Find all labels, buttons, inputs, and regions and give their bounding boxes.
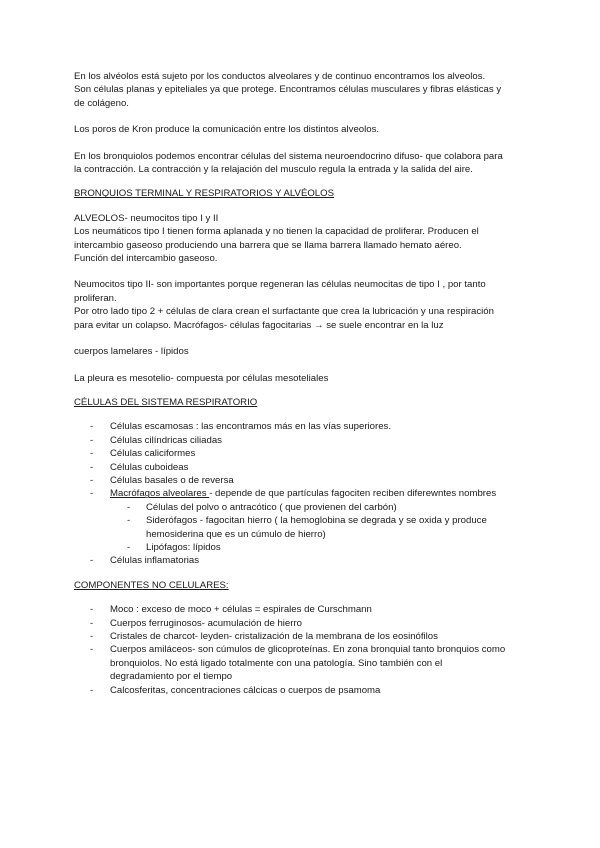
text-line: proliferan.: [74, 292, 117, 304]
para-cuerpos-lamelares: cuerpos lamelares - lípidos: [74, 346, 189, 358]
text-line: En los bronquiolos podemos encontrar células del sistema neuroendocrino difuso- que colabora para: [74, 150, 503, 162]
list-item: - Células basales o de reversa: [90, 474, 234, 486]
para-alveolos-neumocitos: [74, 212, 534, 266]
sub-list-item: - Siderófagos - fagocitan hierro ( la hemoglobina se degrada y se oxida y produce hemosiderina que es un cúmulo de hierro): [127, 515, 487, 540]
para-pleura: La pleura es mesotelio- compuesta por células mesoteliales: [74, 372, 329, 384]
text-line: para evitar un colapso. Macrófagos- células fagocitarias → se suele encontrar en la luz: [74, 319, 444, 331]
text-line: la contracción. La contracción y la relajación del musculo regula la entrada y la salida del aire.: [74, 164, 473, 176]
text-line: de colágeno.: [74, 97, 129, 109]
text-line: intercambio gaseoso produciendo una barrera que se llama barrera llamado hemato aéreo.: [74, 239, 462, 251]
para-alveolos-intro: [74, 70, 534, 110]
heading-celulas: CÉLULAS DEL SISTEMA RESPIRATORIO: [74, 396, 258, 408]
components-list: [74, 603, 534, 697]
list-item: - Células caliciformes: [90, 448, 196, 460]
macrofagos-term: Macrófagos alveolares: [110, 488, 210, 500]
text-line: Por otro lado tipo 2 + células de clara crean el surfactante que crea la lubricación y una respiración: [74, 306, 494, 318]
document-content: [74, 70, 534, 697]
list-item: - Células cilíndricas ciliadas: [90, 434, 222, 446]
sub-list-item: - Lipófagos: lípidos: [127, 541, 221, 553]
list-item: - Cristales de charcot- leyden- cristalización de la membrana de los eosinófilos: [90, 631, 438, 642]
cells-list: [74, 420, 534, 567]
text-line: En los alvéolos está sujeto por los conductos alveolares y de continuo encontramos los alveolos.: [74, 71, 486, 82]
sub-list-item: - Células del polvo o antracótico ( que provienen del carbón): [127, 501, 397, 513]
text-line: Son células planas y epiteliales ya que protege. Encontramos células musculares y fibras elásticas y: [74, 84, 502, 96]
list-item: - Macrófagos alveolares - depende de que partículas fagociten reciben diferewntes nombres: [90, 488, 497, 500]
text-line: Los neumáticos tipo I tienen forma aplanada y no tienen la capacidad de proliferar. Producen el: [74, 226, 479, 238]
heading-componentes: COMPONENTES NO CELULARES:: [74, 579, 229, 591]
list-item: - Cuerpos amiláceos- son cúmulos de glicoproteínas. En zona bronquial tanto bronquios como bronquiolos. No está ligado totalmente con una patología. Sino también con el degradamiento por el tiempo: [90, 644, 506, 683]
list-item: - Calcosferitas, concentraciones cálcicas o cuerpos de psamoma: [90, 684, 381, 696]
para-poros-kron: Los poros de Kron produce la comunicación entre los distintos alveolos.: [74, 124, 380, 136]
list-item: - Cuerpos ferruginosos- acumulación de hierro: [90, 617, 302, 629]
text-line: Función del intercambio gaseoso.: [74, 253, 218, 265]
para-neumocitos-tipo2: [74, 278, 534, 332]
list-item: - Moco : exceso de moco + células = espirales de Curschmann: [90, 604, 372, 616]
list-item: - Células cuboideas: [90, 461, 189, 473]
list-item: - Células escamosas : las encontramos más en las vías superiores.: [90, 421, 392, 433]
para-bronquiolos: [74, 150, 534, 177]
text-line: Neumocitos tipo II- son importantes porque regeneran las células neumocitas de tipo I , por tanto: [74, 279, 486, 291]
list-item: - Células inflamatorias: [90, 555, 200, 567]
text-line: ALVEOLOS- neumocitos tipo I y II: [74, 212, 219, 224]
heading-bronquios: BRONQUIOS TERMINAL Y RESPIRATORIOS Y ALVÉOLOS: [74, 188, 335, 200]
